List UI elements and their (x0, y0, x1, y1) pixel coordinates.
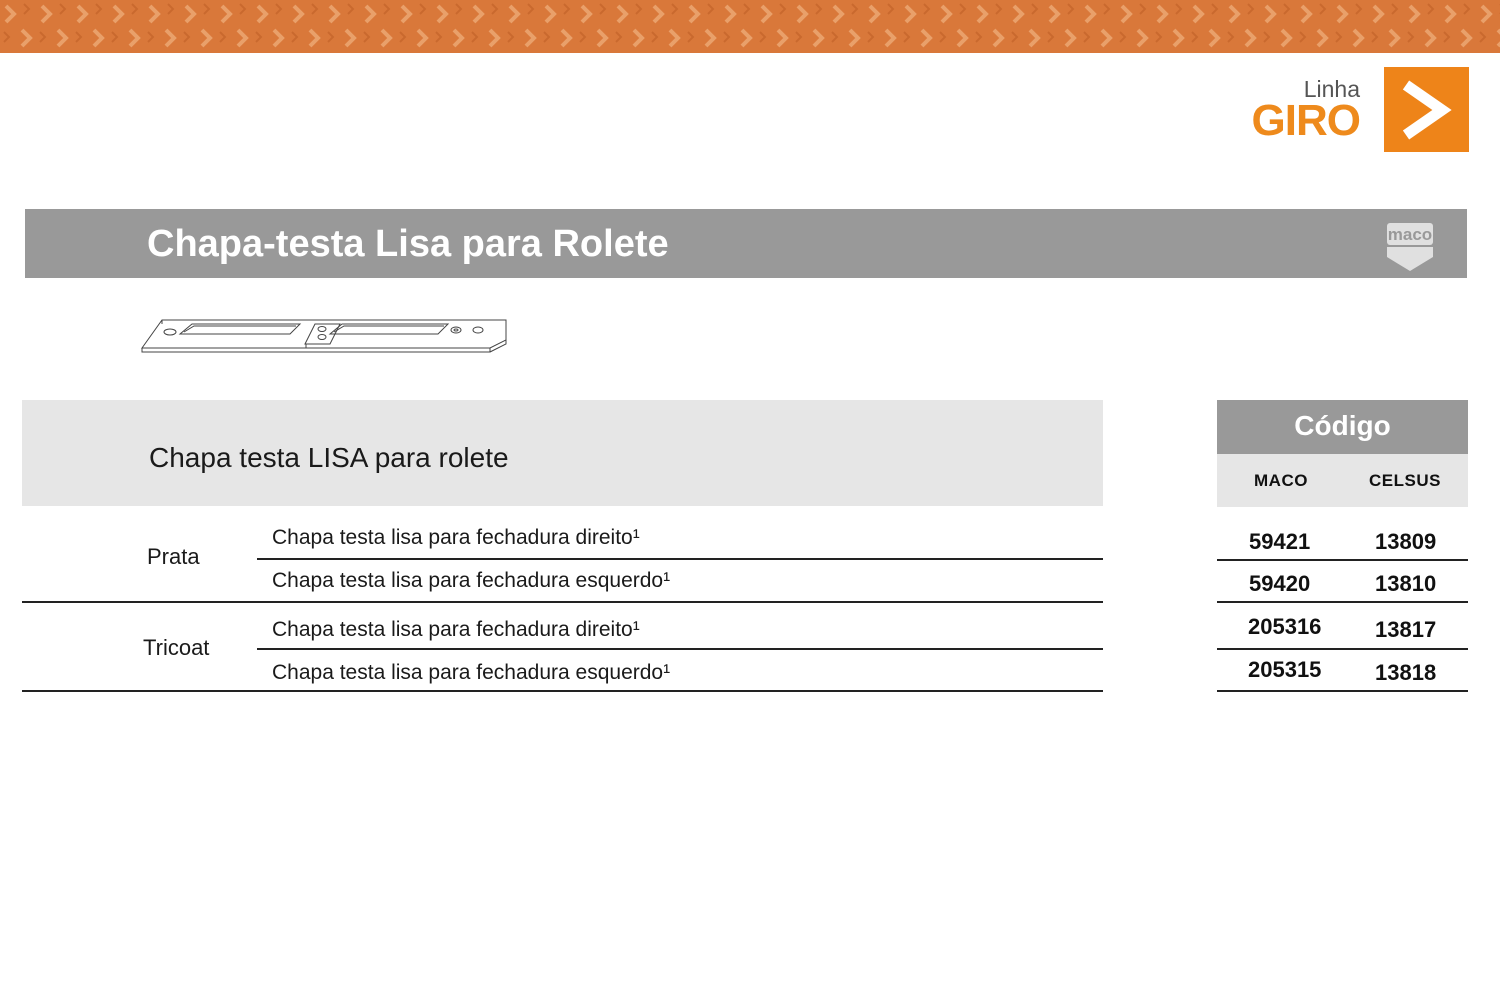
product-drawing (140, 312, 510, 354)
chevron-right-icon (1384, 67, 1469, 152)
logo-linha-text: Linha (1303, 76, 1360, 102)
section-title-bar (25, 209, 1467, 278)
group-label-tricoat: Tricoat (143, 635, 210, 660)
page-title: Chapa-testa Lisa para Rolete (147, 223, 669, 265)
code-maco: 59421 (1249, 529, 1311, 554)
maco-logo-icon (1385, 217, 1435, 271)
group-divider (22, 601, 1103, 603)
group-label-prata: Prata (147, 544, 200, 569)
group-divider (22, 690, 1103, 692)
code-celsus: 13817 (1375, 617, 1437, 642)
logo-giro-text: GIRO (1251, 96, 1360, 145)
code-row-divider (1217, 690, 1468, 692)
description-header (22, 400, 1103, 506)
product-subtitle: Chapa testa LISA para rolete (149, 442, 509, 473)
item-description: Chapa testa lisa para fechadura esquerdo¹ (272, 661, 671, 684)
code-row-divider (1217, 601, 1468, 603)
code-maco: 205315 (1248, 657, 1322, 682)
item-description: Chapa testa lisa para fechadura direito¹ (272, 526, 640, 549)
linha-giro-logo (1240, 66, 1480, 156)
code-table-header (1217, 400, 1468, 454)
item-description: Chapa testa lisa para fechadura direito¹ (272, 618, 640, 641)
decorative-top-band (0, 0, 1500, 53)
code-header-label: Código (1294, 410, 1391, 441)
col-maco-label: MACO (1254, 471, 1308, 490)
maco-logo-text: maco (1387, 225, 1433, 244)
code-maco: 59420 (1249, 571, 1311, 596)
row-divider (257, 558, 1103, 560)
col-celsus-label: CELSUS (1369, 471, 1441, 490)
code-subheader (1217, 454, 1468, 507)
code-maco: 205316 (1248, 614, 1322, 639)
chevron-pattern (0, 0, 1500, 53)
code-row-divider (1217, 559, 1468, 561)
code-celsus: 13810 (1375, 571, 1437, 596)
row-divider (257, 648, 1103, 650)
code-row-divider (1217, 648, 1468, 650)
logo-arrow-box (1384, 67, 1469, 152)
item-description: Chapa testa lisa para fechadura esquerdo¹ (272, 569, 671, 592)
code-celsus: 13818 (1375, 660, 1437, 685)
code-celsus: 13809 (1375, 529, 1437, 554)
